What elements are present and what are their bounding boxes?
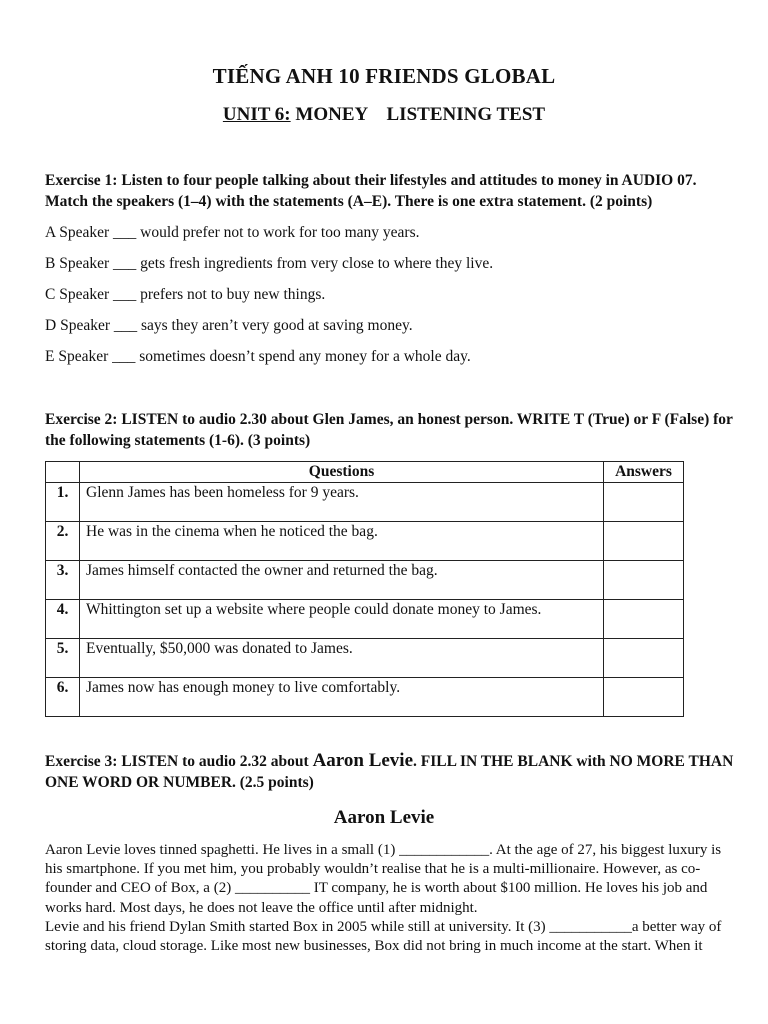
row-number: 6. [46, 678, 80, 717]
exercise1-item-a: A Speaker ___ would prefer not to work for too many years. [45, 224, 420, 241]
table-row [46, 678, 684, 717]
passage-body [45, 841, 725, 956]
unit-title: MONEY LISTENING TEST [290, 104, 546, 125]
answer-cell[interactable] [604, 639, 684, 678]
row-statement: Whittington set up a website where people could donate money to James. [80, 600, 604, 639]
exercise1-item-b: B Speaker ___ gets fresh ingredients from very close to where they live. [45, 255, 494, 272]
row-number: 3. [46, 561, 80, 600]
table-row [46, 639, 684, 678]
passage-paragraph-2: Levie and his friend Dylan Smith started Box in 2005 while still at university. It (3) ___________a better way of storing data, cloud storage. Like most new businesses, Box did not bring in much income at the start. When it [45, 918, 722, 955]
answer-cell[interactable] [604, 600, 684, 639]
document-subtitle [0, 104, 768, 126]
exercise2-heading: Exercise 2: LISTEN to audio 2.30 about Glen James, an honest person. WRITE T (True) or F (False) for the following statements (1-6). (3 points) [45, 411, 733, 449]
row-number: 5. [46, 639, 80, 678]
exercise1-item-d: D Speaker ___ says they aren’t very good at saving money. [45, 317, 413, 334]
table-row [46, 600, 684, 639]
passage-paragraph-1: Aaron Levie loves tinned spaghetti. He lives in a small (1) ____________. At the age of 27, his biggest luxury is his smartphone. If you met him, you probably wouldn’t realise that he is a multi-millionaire. However, as co-founder and CEO of Box, a (2) __________ IT company, he is worth about $100 million. He loves his job and works hard. Most days, he does not leave the office until after midnight. [45, 842, 722, 916]
exercise3-heading-name: Aaron Levie [312, 750, 414, 771]
passage-title: Aaron Levie [333, 807, 435, 828]
unit-label: UNIT 6: [222, 104, 291, 125]
answer-cell[interactable] [604, 561, 684, 600]
row-statement: James himself contacted the owner and returned the bag. [80, 561, 604, 600]
row-statement: Glenn James has been homeless for 9 years. [80, 483, 604, 522]
answer-cell[interactable] [604, 483, 684, 522]
row-statement: Eventually, $50,000 was donated to James. [80, 639, 604, 678]
answer-cell[interactable] [604, 522, 684, 561]
exercise3-heading-part1: Exercise 3: LISTEN to audio 2.32 about [45, 753, 313, 770]
table-row [46, 522, 684, 561]
row-statement: James now has enough money to live comfortably. [80, 678, 604, 717]
row-number: 2. [46, 522, 80, 561]
document-title: TIẾNG ANH 10 FRIENDS GLOBAL [212, 64, 556, 88]
num-header-cell [46, 462, 80, 483]
table-row [46, 483, 684, 522]
table-row [46, 561, 684, 600]
answer-cell[interactable] [604, 678, 684, 717]
exercise1-item-e: E Speaker ___ sometimes doesn’t spend any money for a whole day. [45, 348, 471, 365]
questions-header: Questions [80, 462, 604, 483]
answers-header: Answers [604, 462, 684, 483]
row-statement: He was in the cinema when he noticed the bag. [80, 522, 604, 561]
exercise1-heading: Exercise 1: Listen to four people talking about their lifestyles and attitudes to money in AUDIO 07. Match the speakers (1–4) with the statements (A–E). There is one extra statement. (2 points) [45, 172, 697, 210]
true-false-table [45, 461, 684, 717]
table-header-row [46, 462, 684, 483]
row-number: 4. [46, 600, 80, 639]
exercise3-heading-part2: . FILL IN THE BLANK with NO MORE THAN ONE WORD OR NUMBER. (2.5 points) [45, 753, 734, 791]
exercise3-heading [45, 750, 735, 793]
exercise1-item-c: C Speaker ___ prefers not to buy new things. [45, 286, 326, 303]
row-number: 1. [46, 483, 80, 522]
